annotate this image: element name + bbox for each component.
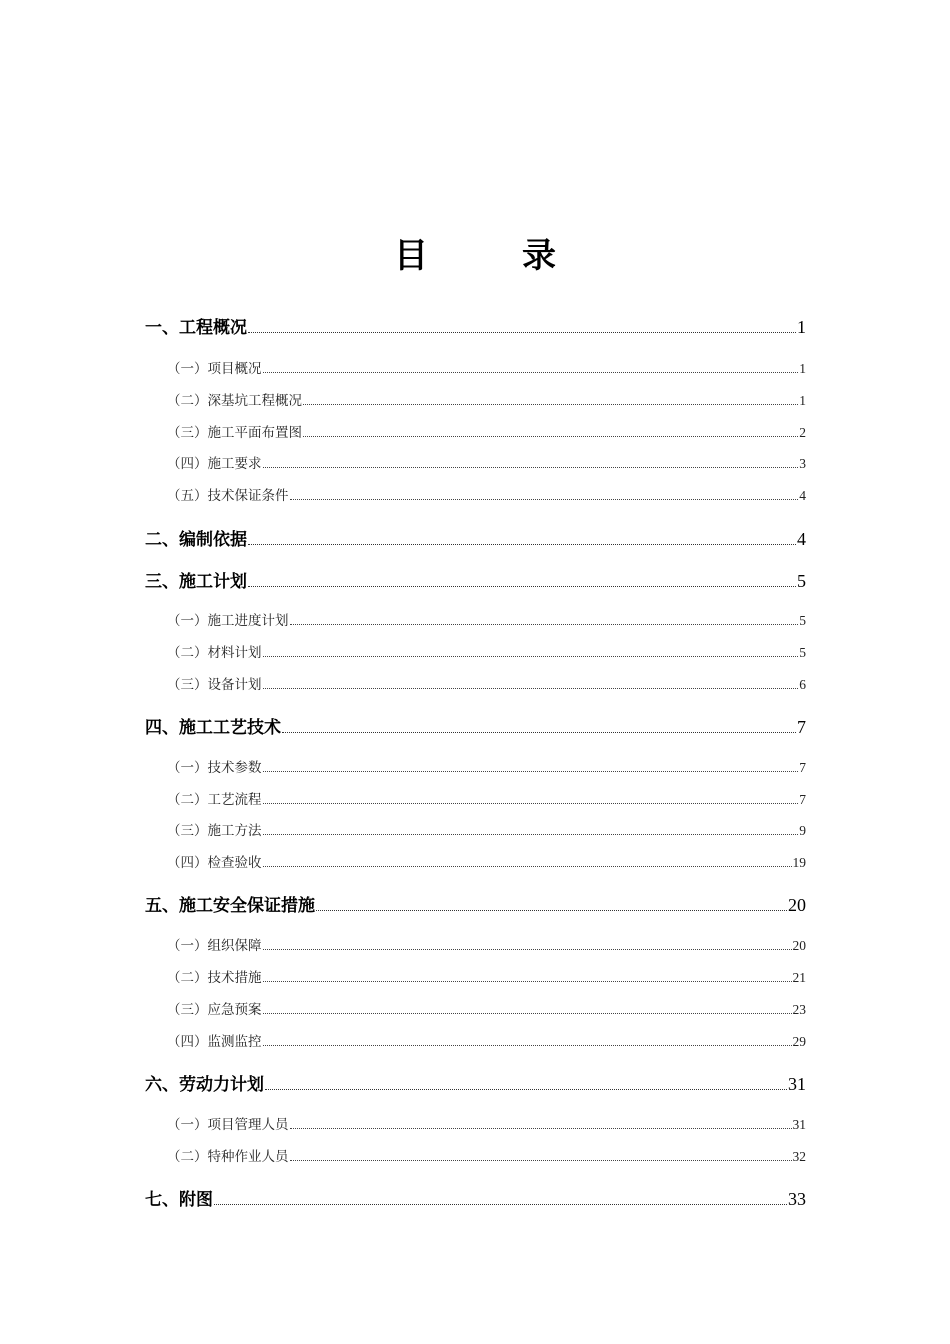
toc-entry-label: 一、工程概况 xyxy=(145,318,247,338)
toc-section-entry[interactable] xyxy=(167,851,806,871)
toc-page-number: 20 xyxy=(792,938,806,953)
toc-page-number: 5 xyxy=(799,645,806,660)
toc-section-entry[interactable] xyxy=(167,452,806,472)
dot-leader xyxy=(290,1160,792,1161)
toc-entry-label: 七、附图 xyxy=(145,1190,213,1210)
dot-leader xyxy=(282,732,796,733)
toc-page-number: 2 xyxy=(799,425,806,440)
toc-page-number: 31 xyxy=(792,1117,806,1132)
dot-leader xyxy=(303,436,798,437)
toc-section-entry[interactable] xyxy=(167,756,806,776)
toc-section-entry[interactable] xyxy=(167,389,806,409)
toc-entry-label: （五）技术保证条件 xyxy=(167,488,289,504)
dot-leader xyxy=(263,771,799,772)
dot-leader xyxy=(263,981,792,982)
toc-entry-label: （二）工艺流程 xyxy=(167,792,262,808)
toc-section-entry[interactable] xyxy=(167,357,806,377)
toc-page-number: 4 xyxy=(799,488,806,503)
toc-entry-label: （三）应急预案 xyxy=(167,1002,262,1018)
toc-entry-label: 六、劳动力计划 xyxy=(145,1075,264,1095)
toc-section-entry[interactable] xyxy=(167,484,806,504)
toc-section-entry[interactable] xyxy=(167,788,806,808)
toc-entry-label: （一）施工进度计划 xyxy=(167,613,289,629)
dot-leader xyxy=(214,1204,787,1205)
dot-leader xyxy=(263,1045,792,1046)
toc-page-number: 7 xyxy=(797,717,806,737)
toc-page-number: 3 xyxy=(799,456,806,471)
toc-entry-label: 二、编制依据 xyxy=(145,530,247,550)
toc-page-number: 1 xyxy=(797,317,806,337)
dot-leader xyxy=(263,803,799,804)
toc-chapter-entry[interactable] xyxy=(145,1070,806,1095)
toc-page-number: 4 xyxy=(797,529,806,549)
toc-page-number: 33 xyxy=(788,1189,806,1209)
page-title: 目 录 xyxy=(394,236,586,276)
dot-leader xyxy=(263,372,799,373)
toc-entry-label: （三）设备计划 xyxy=(167,677,262,693)
toc-page-number: 23 xyxy=(792,1002,806,1017)
toc-page-number: 5 xyxy=(799,613,806,628)
toc-entry-label: 五、施工安全保证措施 xyxy=(145,896,315,916)
toc-section-entry[interactable] xyxy=(167,421,806,441)
dot-leader xyxy=(290,499,799,500)
toc-entry-label: （四）施工要求 xyxy=(167,456,262,472)
toc-section-entry[interactable] xyxy=(167,1113,806,1133)
toc-chapter-entry[interactable] xyxy=(145,567,806,592)
toc-chapter-entry[interactable] xyxy=(145,713,806,738)
toc-page-number: 5 xyxy=(797,571,806,591)
toc-section-entry[interactable] xyxy=(167,641,806,661)
toc-entry-label: （一）技术参数 xyxy=(167,760,262,776)
toc-page-number: 7 xyxy=(799,792,806,807)
dot-leader xyxy=(265,1089,787,1090)
toc-page-number: 6 xyxy=(799,677,806,692)
dot-leader xyxy=(248,544,796,545)
toc-entry-label: （二）特种作业人员 xyxy=(167,1149,289,1165)
toc-chapter-entry[interactable] xyxy=(145,1185,806,1210)
toc-entry-label: （一）组织保障 xyxy=(167,938,262,954)
dot-leader xyxy=(263,949,792,950)
toc-entry-label: （三）施工平面布置图 xyxy=(167,425,302,441)
toc-page-number: 1 xyxy=(799,361,806,376)
dot-leader xyxy=(290,1128,792,1129)
toc-entry-label: （一）项目管理人员 xyxy=(167,1117,289,1133)
dot-leader xyxy=(263,866,792,867)
dot-leader xyxy=(263,834,799,835)
toc-entry-label: 三、施工计划 xyxy=(145,572,247,592)
dot-leader xyxy=(303,404,798,405)
toc-page-number: 7 xyxy=(799,760,806,775)
toc-entry-label: （一）项目概况 xyxy=(167,361,262,377)
toc-section-entry[interactable] xyxy=(167,998,806,1018)
toc-entry-label: （四）监测监控 xyxy=(167,1034,262,1050)
dot-leader xyxy=(290,624,799,625)
dot-leader xyxy=(316,910,787,911)
dot-leader xyxy=(248,586,796,587)
toc-section-entry[interactable] xyxy=(167,934,806,954)
toc-section-entry[interactable] xyxy=(167,1145,806,1165)
dot-leader xyxy=(248,332,796,333)
toc-section-entry[interactable] xyxy=(167,1030,806,1050)
toc-page-number: 32 xyxy=(792,1149,806,1164)
toc-page-number: 9 xyxy=(799,823,806,838)
toc-chapter-entry[interactable] xyxy=(145,891,806,916)
toc-chapter-entry[interactable] xyxy=(145,313,806,338)
toc-page-number: 1 xyxy=(799,393,806,408)
toc-page-number: 31 xyxy=(788,1074,806,1094)
toc-entry-label: （二）技术措施 xyxy=(167,970,262,986)
toc-section-entry[interactable] xyxy=(167,673,806,693)
toc-entry-label: （二）材料计划 xyxy=(167,645,262,661)
toc-section-entry[interactable] xyxy=(167,609,806,629)
toc-entry-label: （二）深基坑工程概况 xyxy=(167,393,302,409)
dot-leader xyxy=(263,467,799,468)
toc-page-number: 20 xyxy=(788,895,806,915)
dot-leader xyxy=(263,656,799,657)
dot-leader xyxy=(263,688,799,689)
toc-page-number: 19 xyxy=(792,855,806,870)
toc-page-number: 29 xyxy=(792,1034,806,1049)
toc-section-entry[interactable] xyxy=(167,819,806,839)
toc-entry-label: （三）施工方法 xyxy=(167,823,262,839)
toc-section-entry[interactable] xyxy=(167,966,806,986)
toc-chapter-entry[interactable] xyxy=(145,525,806,550)
toc-entry-label: 四、施工工艺技术 xyxy=(145,718,281,738)
dot-leader xyxy=(263,1013,792,1014)
toc-entry-label: （四）检查验收 xyxy=(167,855,262,871)
toc-page-number: 21 xyxy=(792,970,806,985)
